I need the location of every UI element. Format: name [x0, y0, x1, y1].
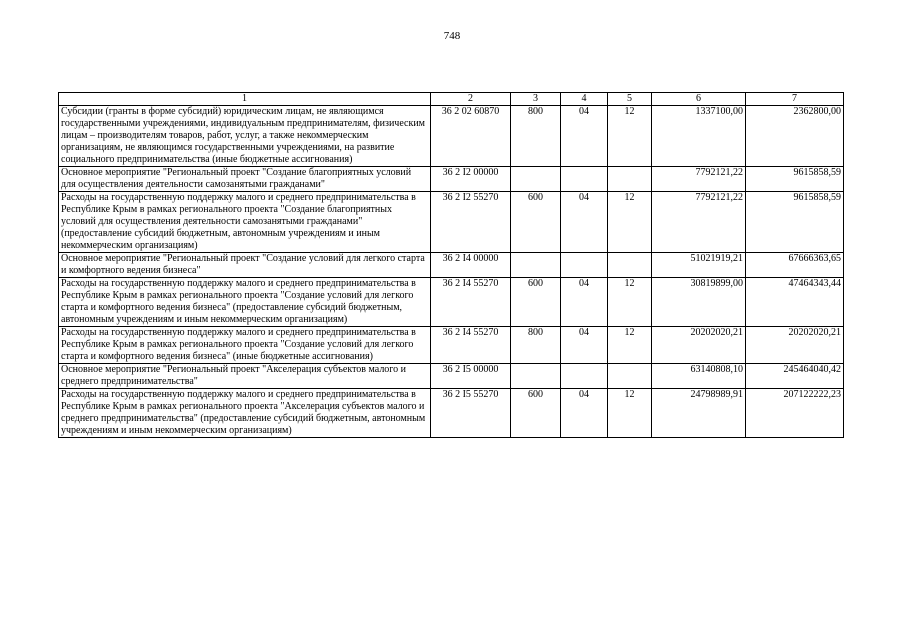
- row-value-6: 63140808,10: [652, 364, 746, 389]
- row-code: 36 2 I5 55270: [431, 389, 511, 438]
- row-code: 36 2 I4 55270: [431, 278, 511, 327]
- row-section: 04: [561, 389, 608, 438]
- header-col-2: 2: [431, 93, 511, 106]
- row-code: 36 2 02 60870: [431, 106, 511, 167]
- table-row: [59, 167, 844, 192]
- row-subsection: [608, 253, 652, 278]
- row-subsection: 12: [608, 389, 652, 438]
- page-number: 748: [443, 30, 461, 42]
- row-value-6: 30819899,00: [652, 278, 746, 327]
- row-code: 36 2 I4 55270: [431, 327, 511, 364]
- row-value-6: 20202020,21: [652, 327, 746, 364]
- row-name: Основное мероприятие "Региональный проект "Создание благоприятных условий для осуществления деятельности самозанятыми гражданами": [59, 167, 431, 192]
- row-value-7: 9615858,59: [746, 192, 844, 253]
- row-name: Расходы на государственную поддержку малого и среднего предпринимательства в Республике Крым в рамках регионального проекта "Создание условий для легкого старта и комфортного ведения бизнеса" (иные бюджетные ассигнования): [59, 327, 431, 364]
- row-value-7: 67666363,65: [746, 253, 844, 278]
- budget-table: [58, 92, 844, 438]
- row-subsection: 12: [608, 106, 652, 167]
- row-value-6: 24798989,91: [652, 389, 746, 438]
- row-code: 36 2 I5 00000: [431, 364, 511, 389]
- row-type: 800: [511, 327, 561, 364]
- row-subsection: 12: [608, 278, 652, 327]
- header-col-4: 4: [561, 93, 608, 106]
- row-section: 04: [561, 327, 608, 364]
- row-type: 600: [511, 389, 561, 438]
- row-section: [561, 253, 608, 278]
- row-type: [511, 364, 561, 389]
- header-row: [59, 93, 844, 106]
- row-section: [561, 167, 608, 192]
- table-row: [59, 389, 844, 438]
- row-value-6: 7792121,22: [652, 167, 746, 192]
- row-section: 04: [561, 192, 608, 253]
- row-section: 04: [561, 278, 608, 327]
- row-section: [561, 364, 608, 389]
- row-value-7: 245464040,42: [746, 364, 844, 389]
- row-name: Расходы на государственную поддержку малого и среднего предпринимательства в Республике Крым в рамках регионального проекта "Создание благоприятных условий для осуществления деятельности самозанятыми гражданами" (предоставление субсидий бюджетным, автономным учреждениям и иным некоммерческим организациям): [59, 192, 431, 253]
- row-subsection: 12: [608, 327, 652, 364]
- row-value-6: 1337100,00: [652, 106, 746, 167]
- table-row: [59, 327, 844, 364]
- header-col-5: 5: [608, 93, 652, 106]
- row-type: 800: [511, 106, 561, 167]
- row-subsection: 12: [608, 192, 652, 253]
- row-code: 36 2 I4 00000: [431, 253, 511, 278]
- row-value-7: 207122222,23: [746, 389, 844, 438]
- row-name: Основное мероприятие "Региональный проект "Акселерация субъектов малого и среднего предпринимательства": [59, 364, 431, 389]
- row-value-6: 7792121,22: [652, 192, 746, 253]
- row-subsection: [608, 364, 652, 389]
- row-type: 600: [511, 278, 561, 327]
- row-value-6: 51021919,21: [652, 253, 746, 278]
- header-col-6: 6: [652, 93, 746, 106]
- row-value-7: 47464343,44: [746, 278, 844, 327]
- row-value-7: 9615858,59: [746, 167, 844, 192]
- row-value-7: 2362800,00: [746, 106, 844, 167]
- table-row: [59, 364, 844, 389]
- header-col-7: 7: [746, 93, 844, 106]
- row-name: Субсидии (гранты в форме субсидий) юридическим лицам, не являющимся государственными учреждениями, индивидуальным предпринимателям, физическим лицам – производителям товаров, работ, услуг, а также некоммерческим организациям, не являющимся государственными учреждениями, на развитие социального предпринимательства (иные бюджетные ассигнования): [59, 106, 431, 167]
- table-row: [59, 192, 844, 253]
- row-value-7: 20202020,21: [746, 327, 844, 364]
- header-col-1: 1: [59, 93, 431, 106]
- table-row: [59, 253, 844, 278]
- row-subsection: [608, 167, 652, 192]
- row-name: Расходы на государственную поддержку малого и среднего предпринимательства в Республике Крым в рамках регионального проекта "Акселерация субъектов малого и среднего предпринимательства" (предоставление субсидий бюджетным, автономным учреждениям и иным некоммерческим организациям): [59, 389, 431, 438]
- table-row: [59, 278, 844, 327]
- row-type: [511, 253, 561, 278]
- row-type: [511, 167, 561, 192]
- row-section: 04: [561, 106, 608, 167]
- row-type: 600: [511, 192, 561, 253]
- row-code: 36 2 I2 55270: [431, 192, 511, 253]
- row-name: Основное мероприятие "Региональный проект "Создание условий для легкого старта и комфортного ведения бизнеса": [59, 253, 431, 278]
- table-row: [59, 106, 844, 167]
- row-name: Расходы на государственную поддержку малого и среднего предпринимательства в Республике Крым в рамках регионального проекта "Создание условий для легкого старта и комфортного ведения бизнеса" (предоставление субсидий бюджетным, автономным учреждениям и иным некоммерческим организациям): [59, 278, 431, 327]
- header-col-3: 3: [511, 93, 561, 106]
- row-code: 36 2 I2 00000: [431, 167, 511, 192]
